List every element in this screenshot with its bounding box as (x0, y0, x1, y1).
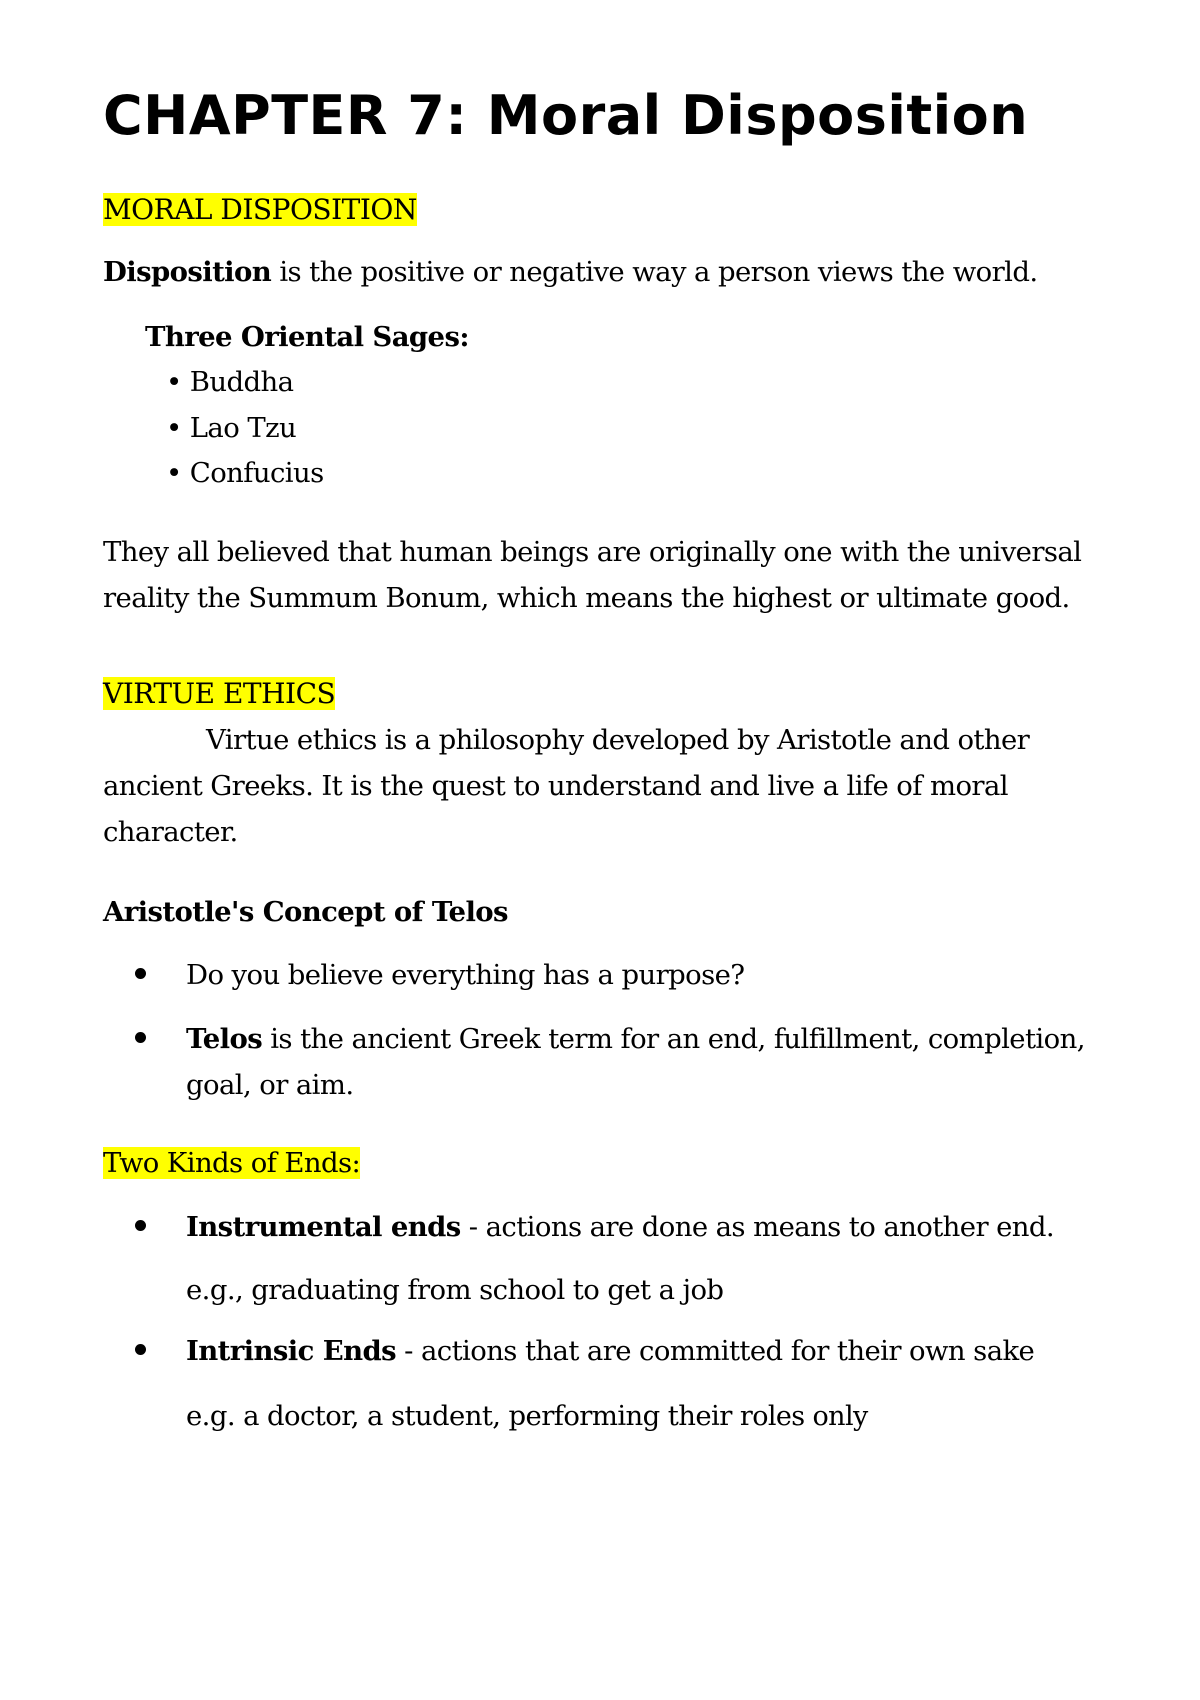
disposition-definition-text: is the positive or negative way a person views the world. (271, 256, 1038, 288)
section-heading-virtue-ethics: VIRTUE ETHICS (103, 677, 336, 710)
instrumental-ends-term: Instrumental ends (186, 1211, 461, 1243)
telos-bullet-1: Do you believe everything has a purpose? (186, 959, 745, 991)
instrumental-ends-item: Instrumental ends - actions are done as means to another end. (186, 1211, 1055, 1243)
ends-heading: Two Kinds of Ends: (103, 1147, 361, 1179)
virtue-ethics-line-1: Virtue ethics is a philosophy developed by Aristotle and other (206, 724, 1030, 756)
telos-bullet-2: Telos is the ancient Greek term for an end, fulfillment, completion, (186, 1023, 1085, 1055)
bullet-icon (135, 968, 146, 979)
intrinsic-ends-item: Intrinsic Ends - actions that are committed for their own sake (186, 1335, 1035, 1367)
telos-bullet-2-line-2: goal, or aim. (186, 1069, 354, 1101)
section-heading-moral-disposition: MORAL DISPOSITION (103, 193, 417, 226)
intrinsic-ends-example: e.g. a doctor, a student, performing their roles only (186, 1400, 868, 1432)
telos-term: Telos (186, 1023, 263, 1055)
virtue-ethics-line-2: ancient Greeks. It is the quest to understand and live a life of moral (103, 770, 1008, 802)
sages-heading: Three Oriental Sages: (145, 321, 469, 353)
sage-item: • Lao Tzu (166, 412, 297, 444)
bullet-icon (135, 1220, 146, 1231)
instrumental-ends-example: e.g., graduating from school to get a job (186, 1274, 724, 1306)
bullet-icon (135, 1032, 146, 1043)
virtue-ethics-line-3: character. (103, 816, 238, 848)
intrinsic-ends-term: Intrinsic Ends (186, 1335, 397, 1367)
belief-line-1: They all believed that human beings are originally one with the universal (103, 536, 1082, 568)
sage-item: • Buddha (166, 366, 294, 398)
disposition-definition (103, 252, 1038, 292)
telos-heading: Aristotle's Concept of Telos (103, 896, 508, 928)
bullet-icon (135, 1344, 146, 1355)
page-title: CHAPTER 7: Moral Disposition (103, 84, 1029, 147)
belief-line-2: reality the Summum Bonum, which means the highest or ultimate good. (103, 582, 1070, 614)
disposition-term: Disposition (103, 256, 272, 288)
sage-item: • Confucius (166, 457, 324, 489)
